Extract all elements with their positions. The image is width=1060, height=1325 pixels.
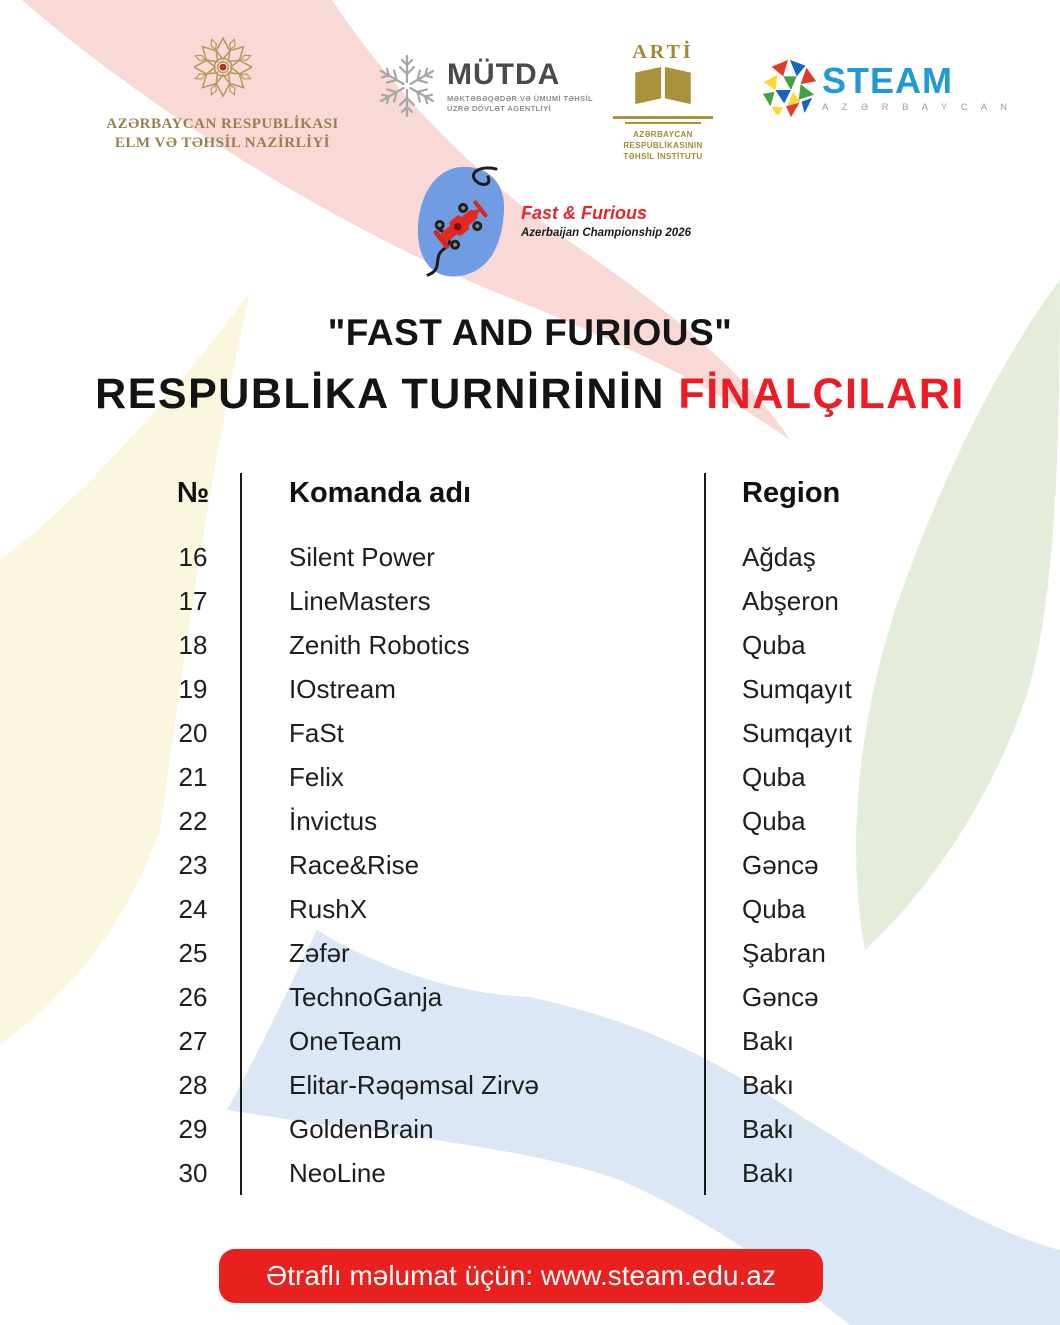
arti-subtitle-line1: AZƏRBAYCAN RESPUBLİKASININ xyxy=(623,130,703,151)
region-name: Abşeron xyxy=(742,586,839,616)
table-row xyxy=(0,755,1060,799)
header-region: Region xyxy=(742,477,841,509)
row-number: 24 xyxy=(178,894,208,924)
ministry-emblem-icon xyxy=(194,36,252,106)
team-name: Elitar-Rəqəmsal Zirvə xyxy=(289,1070,539,1100)
ministry-name-line1: AZƏRBAYCAN RESPUBLİKASI xyxy=(106,116,339,132)
title-line2-red: FİNALÇILARI xyxy=(678,370,965,418)
region-name: Bakı xyxy=(742,1070,795,1100)
region-name: Bakı xyxy=(742,1114,795,1144)
row-number: 16 xyxy=(178,542,208,572)
region-name: Quba xyxy=(742,894,806,924)
arti-name: ARTİ xyxy=(632,41,694,63)
row-number: 29 xyxy=(178,1114,208,1144)
region-name: Quba xyxy=(742,806,806,836)
table-row xyxy=(0,887,1060,931)
table-row xyxy=(0,931,1060,975)
region-name: Sumqayıt xyxy=(742,674,852,704)
page-title-line1: "FAST AND FURIOUS" xyxy=(327,312,733,353)
ministry-logo xyxy=(100,36,345,153)
arti-book-icon xyxy=(624,64,702,108)
region-name: Bakı xyxy=(742,1026,795,1056)
team-name: TechnoGanja xyxy=(289,982,443,1012)
arti-rule-thin xyxy=(625,122,701,124)
region-name: Bakı xyxy=(742,1158,795,1188)
region-name: Quba xyxy=(742,762,806,792)
row-number: 20 xyxy=(178,718,208,748)
row-number: 30 xyxy=(178,1158,208,1188)
team-name: Race&Rise xyxy=(289,850,420,880)
row-number: 26 xyxy=(178,982,208,1012)
region-name: Quba xyxy=(742,630,806,660)
region-name: Sumqayıt xyxy=(742,718,852,748)
header-team-name: Komanda adı xyxy=(289,477,472,509)
region-name: Şabran xyxy=(742,938,826,968)
table-row xyxy=(0,1063,1060,1107)
table-row xyxy=(0,1107,1060,1151)
table-header xyxy=(0,477,1060,513)
team-name: Zenith Robotics xyxy=(289,630,470,660)
team-name: NeoLine xyxy=(289,1158,386,1188)
ministry-name-line2: ELM VƏ TƏHSİL NAZİRLİYİ xyxy=(114,134,331,151)
row-number: 21 xyxy=(178,762,208,792)
region-name: Gəncə xyxy=(742,982,819,1012)
table-row xyxy=(0,1019,1060,1063)
title-line2-black: RESPUBLİKA TURNİRİNİN xyxy=(95,370,679,418)
team-name: Silent Power xyxy=(289,542,435,572)
table-row xyxy=(0,799,1060,843)
table-row xyxy=(0,1151,1060,1195)
finalists-table xyxy=(0,535,1060,1195)
page-title-line2 xyxy=(0,370,1060,419)
team-name: Felix xyxy=(289,762,344,792)
row-number: 17 xyxy=(178,586,208,616)
team-name: GoldenBrain xyxy=(289,1114,434,1144)
steam-subtitle: A Z Ə R B A Y C A N xyxy=(822,102,1013,113)
row-number: 18 xyxy=(178,630,208,660)
row-number: 19 xyxy=(178,674,208,704)
arti-subtitle-line2: TƏHSİL İNSTİTUTU xyxy=(623,152,703,162)
mutda-logo xyxy=(372,50,593,120)
team-name: LineMasters xyxy=(289,586,431,616)
team-name: FaSt xyxy=(289,718,344,748)
team-name: OneTeam xyxy=(289,1026,402,1056)
table-row xyxy=(0,975,1060,1019)
table-row xyxy=(0,579,1060,623)
steam-logo xyxy=(758,54,1013,122)
table-row xyxy=(0,667,1060,711)
region-name: Gəncə xyxy=(742,850,819,880)
row-number: 25 xyxy=(178,938,208,968)
region-name: Ağdaş xyxy=(742,542,816,572)
row-number: 23 xyxy=(178,850,208,880)
team-name: Zəfər xyxy=(289,938,350,968)
team-name: RushX xyxy=(289,894,368,924)
steam-globe-icon xyxy=(758,54,820,122)
mutda-subtitle-line2: ÜZRƏ DÖVLƏT AGENTLİYİ xyxy=(447,104,552,114)
mutda-subtitle-line1: MƏKTƏBƏQƏDƏR VƏ ÜMUMİ TƏHSİL xyxy=(447,94,593,103)
championship-logo xyxy=(408,164,514,280)
table-row xyxy=(0,843,1060,887)
arti-rule-thick xyxy=(613,116,713,119)
mutda-name: MÜTDA xyxy=(447,58,561,91)
header-number: № xyxy=(176,477,210,509)
table-row xyxy=(0,623,1060,667)
info-banner: Ətraflı məlumat üçün: www.steam.edu.az xyxy=(219,1249,823,1303)
row-number: 27 xyxy=(178,1026,208,1056)
mutda-snowflake-icon xyxy=(372,50,442,120)
championship-subtitle: Azerbaijan Championship 2026 xyxy=(521,226,691,239)
steam-name: STEAM xyxy=(822,60,953,101)
team-name: İnvictus xyxy=(289,806,378,836)
row-number: 28 xyxy=(178,1070,208,1100)
table-row xyxy=(0,535,1060,579)
championship-title-block xyxy=(521,204,691,239)
row-number: 22 xyxy=(178,806,208,836)
table-row xyxy=(0,711,1060,755)
championship-title: Fast & Furious xyxy=(521,203,648,223)
team-name: IOstream xyxy=(289,674,396,704)
arti-logo xyxy=(598,42,728,163)
